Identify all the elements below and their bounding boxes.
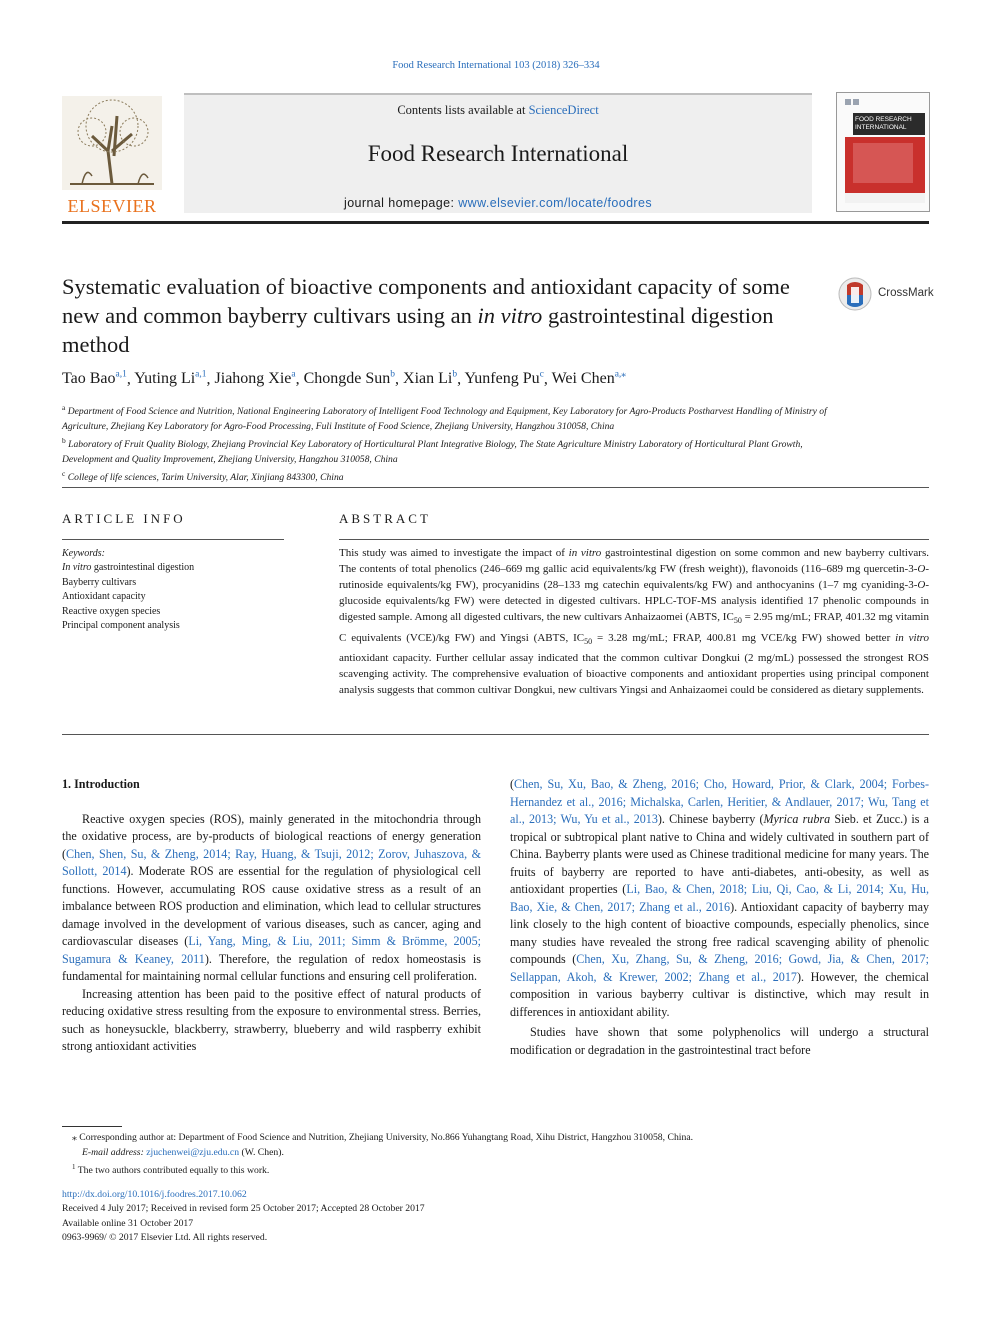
doi-link[interactable]: http://dx.doi.org/10.1016/j.foodres.2017.10.062 — [62, 1189, 247, 1200]
abstract-divider — [339, 539, 929, 540]
keyword: Reactive oxygen species — [62, 605, 161, 617]
email-note: E-mail address: zjuchenwei@zju.edu.cn (W. Chen). — [82, 1146, 284, 1158]
paragraph: Reactive oxygen species (ROS), mainly generated in the mitochondria through the oxidative process, are by-products of biological reactions of energy generation (Chen, Shen, Su, & Zheng, 2014; Ray, Huang, & Tsuji, 2012; Zorov, Juhaszova, & Sollott, 2014). Moderate ROS are essential for the regulation of physiological cell functions. However, accumulating ROS cause oxidative stress as a result of an imbalance between ROS production and elimination, which lead to cellular structures damage involved in the development of various diseases, such as cancer, aging and cardiovascular diseases (Li, Yang, Ming, & Liu, 2011; Simm & Brömme, 2005; Sugamura & Keaney, 2011). Therefore, the regulation of redox homeostasis is fundamental for maintaining normal cellular functions and ensuring cell proliferation. — [62, 811, 482, 983]
author[interactable]: Yuting Li$^{a,1}$ — [134, 370, 207, 388]
journal-homepage: journal homepage: www.elsevier.com/locate/foodres — [344, 196, 652, 210]
citation-link[interactable]: Li, Yang, Ming, & Liu, 2011; Simm & Brömme, 2005; Sugamura & Keaney, 2011 — [62, 934, 482, 966]
author[interactable]: Wei Chen$^{a,⁎}$ — [551, 370, 627, 388]
sciencedirect-link[interactable]: ScienceDirect — [528, 103, 599, 117]
affiliation: $^b$ Laboratory of Fruit Quality Biology, Zhejiang Provincial Key Laboratory of Horticultural Plant Integrative Biology, The State Agriculture Ministry Laboratory of Horticultural Plant Growth, Development and Quality Improvement, Zhejiang University, Hangzhou 310058, China — [62, 436, 803, 465]
paragraph: (Chen, Su, Xu, Bao, & Zheng, 2016; Cho, Howard, Prior, & Clark, 2004; Forbes-Hernandez et al., 2016; Michalska, Carlen, Heritier, & Andlauer, 2017; Wu, Tang et al., 2013; Wu, Yu et al., 2013). Chinese bayberry (Myrica rubra Sieb. et Zucc.) is a tropical or subtropical plant native to China and widely cultivated in southern part of China. Bayberry plants were used as Chinese traditional medicine for many years. The fruits of bayberry are reported to have anti-diabetes, anti-obesity, as well as antioxidant properties (Li, Bao, & Chen, 2018; Liu, Qi, Cao, & Li, 2014; Xu, Hu, Bao, Xie, & Chen, 2017; Zhang et al., 2016). Antioxidant capacity of bayberry may link closely to the high content of bioactive compounds, especially phenolics, since many studies have revealed the strong free radical scavenging ability of phenolic compounds (Chen, Xu, Zhang, Su, & Zheng, 2016; Gowd, Jia, & Chen, 2017; Sellappan, Akoh, & Krewer, 2002; Zhang et al., 2017). However, the chemical composition in various bayberry cultivar is distinctive, which may result in differences in antioxidant ability. — [510, 777, 930, 1019]
citation-link[interactable]: Chen, Shen, Su, & Zheng, 2014; Ray, Huang, & Tsuji, 2012; Zorov, Juhaszova, & Sollott, 2014 — [62, 846, 481, 878]
elsevier-logo — [62, 96, 162, 214]
citation-link[interactable]: Li, Bao, & Chen, 2018; Liu, Qi, Cao, & Li, 2014; Xu, Hu, Bao, Xie, & Chen, 2017; Zhang et al., 2016 — [510, 882, 930, 914]
footnotes — [62, 1131, 929, 1179]
email-link[interactable]: zjuchenwei@zju.edu.cn — [146, 1146, 240, 1158]
author[interactable]: Chongde Sun$^b$ — [303, 370, 396, 388]
section-heading-introduction: 1. Introduction — [62, 777, 140, 791]
cover-title: FOOD RESEARCH INTERNATIONAL — [855, 116, 912, 131]
equal-contribution-note: $^1$ The two authors contributed equally to this work. — [72, 1163, 270, 1177]
crossmark-badge[interactable]: CrossMark — [838, 277, 934, 313]
received-dates: Received 4 July 2017; Received in revised form 25 October 2017; Accepted 28 October 2017 — [62, 1203, 425, 1215]
journal-title: Food Research International — [367, 141, 629, 166]
affiliation: $^a$ Department of Food Science and Nutrition, National Engineering Laboratory of Intelligent Food Technology and Equipment, Key Laboratory for Agro-Products Postharvest Handling of Ministry of Agriculture, Zhejiang Key Laboratory for Agro-Food Processing, Fuli Institute of Food Science, Zhejiang University, Hangzhou 310058, China — [62, 403, 827, 432]
author[interactable]: Jiahong Xie$^a$ — [214, 370, 296, 388]
abstract-text: This study was aimed to investigate the impact of in vitro gastrointestinal digestion on some common and new bayberry cultivars. The contents of total phenolics (246–669 mg gallic acid equivalents/kg FW (fresh weight)), flavonoids (116–689 mg quercetin-3-O-rutinoside equivalents/kg FW), procyanidins (28–133 mg catechin equivalents/kg FW) and anthocyanins (1–7 mg cyaniding-3-O-glucoside equivalents/kg FW) were detected in digested cultivars. HPLC-TOF-MS analysis identified 17 phenolic compounds in digested sample. Among all digested cultivars, the new cultivars Anhaizaomei (ABTS, $IC_{50} = 2.95$ mg/mL; FRAP, 401.32 mg vitamin C equivalents (VCE)/kg FW) and Yingsi (ABTS, $IC_{50} = 3.28$ mg/mL; FRAP, 400.81 mg VCE/kg FW) showed better in vitro antioxidant capacity. Further cellular assay indicated that the common cultivar Dongkui (2 mg/mL) possessed the strongest ROS scavenging activity. The comprehensive evaluation of bioactive components and antioxidant properties using principal component analysis suggests that common cultivar Dongkui, new cultivars Yingsi and Anhaizaomei could be considered as dietary supplements. — [339, 547, 929, 697]
body-left-column — [62, 776, 481, 1056]
journal-banner — [184, 93, 812, 213]
author[interactable]: Tao Bao$^{a,1}$ — [62, 370, 127, 388]
author[interactable]: Yunfeng Pu$^c$ — [464, 370, 544, 388]
footnote-divider — [62, 1126, 122, 1127]
crossmark-icon — [838, 277, 872, 313]
paragraph: Increasing attention has been paid to the positive effect of natural products of reducing oxidative stress resulting from the exposure to environmental stress. Berries, such as honeysuckle, blackberry, strawberry, blueberry and wild raspberry exhibit strong antioxidant activities — [62, 986, 481, 1053]
affiliations — [62, 401, 832, 486]
header-divider — [62, 221, 929, 224]
author[interactable]: Xian Li$^b$ — [403, 370, 458, 388]
contents-available: Contents lists available at ScienceDirect — [397, 103, 599, 117]
affiliation-divider — [62, 487, 929, 488]
keyword: Antioxidant capacity — [62, 591, 146, 603]
copyright: 0963-9969/ © 2017 Elsevier Ltd. All rights reserved. — [62, 1232, 268, 1244]
keywords-block — [62, 547, 284, 633]
citation-link[interactable]: Chen, Su, Xu, Bao, & Zheng, 2016; Cho, Howard, Prior, & Clark, 2004; Forbes-Hernandez et al., 2016; Michalska, Carlen, Heritier, & Andlauer, 2017; Wu, Tang et al., 2013; Wu, Yu et al., 2013 — [510, 777, 929, 826]
keyword: Principal component analysis — [62, 620, 180, 632]
abstract-heading: ABSTRACT — [339, 511, 431, 526]
journal-citation[interactable]: Food Research International 103 (2018) 326–334 — [392, 60, 600, 71]
bibliographic-info — [62, 1188, 662, 1246]
paragraph: Studies have shown that some polyphenolics will undergo a structural modification or degradation in the gastrointestinal tract before — [510, 1025, 929, 1057]
author-list: Tao Bao$^{a,1}$, Yuting Li$^{a,1}$, Jiahong Xie$^a$, Chongde Sun$^b$, Xian Li$^b$, Yunfeng Pu$^c$, Wei Chen$^{a,⁎}$ — [62, 370, 627, 388]
citation-link[interactable]: Chen, Xu, Zhang, Su, & Zheng, 2016; Gowd, Jia, & Chen, 2017; Sellappan, Akoh, & Krewer, 2002; Zhang et al., 2017 — [510, 952, 929, 984]
article-info-heading: ARTICLE INFO — [62, 511, 186, 526]
article-info-divider — [62, 539, 284, 540]
abstract-bottom-divider — [62, 734, 929, 735]
elsevier-wordmark: ELSEVIER — [67, 196, 157, 216]
online-date: Available online 31 October 2017 — [62, 1217, 194, 1229]
article-title: Systematic evaluation of bioactive components and antioxidant capacity of some new and common bayberry cultivars using an in vitro gastrointestinal digestion method — [62, 274, 790, 357]
body-right-column — [510, 776, 929, 1059]
cover-art-icon — [837, 93, 929, 211]
homepage-link[interactable]: www.elsevier.com/locate/foodres — [458, 196, 652, 210]
journal-cover-thumbnail — [836, 92, 930, 212]
keyword: In vitro gastrointestinal digestion — [62, 562, 195, 574]
affiliation: $^c$ College of life sciences, Tarim University, Alar, Xinjiang 843300, China — [62, 469, 344, 484]
elsevier-tree-icon — [62, 96, 162, 190]
keywords-label: Keywords: — [62, 548, 105, 559]
keyword: Bayberry cultivars — [62, 576, 137, 588]
corresponding-author-note: ⁎ Corresponding author at: Department of Food Science and Nutrition, Zhejiang University, No.866 Yuhangtang Road, Xihu District, Hangzhou 310058, China. — [72, 1132, 694, 1143]
